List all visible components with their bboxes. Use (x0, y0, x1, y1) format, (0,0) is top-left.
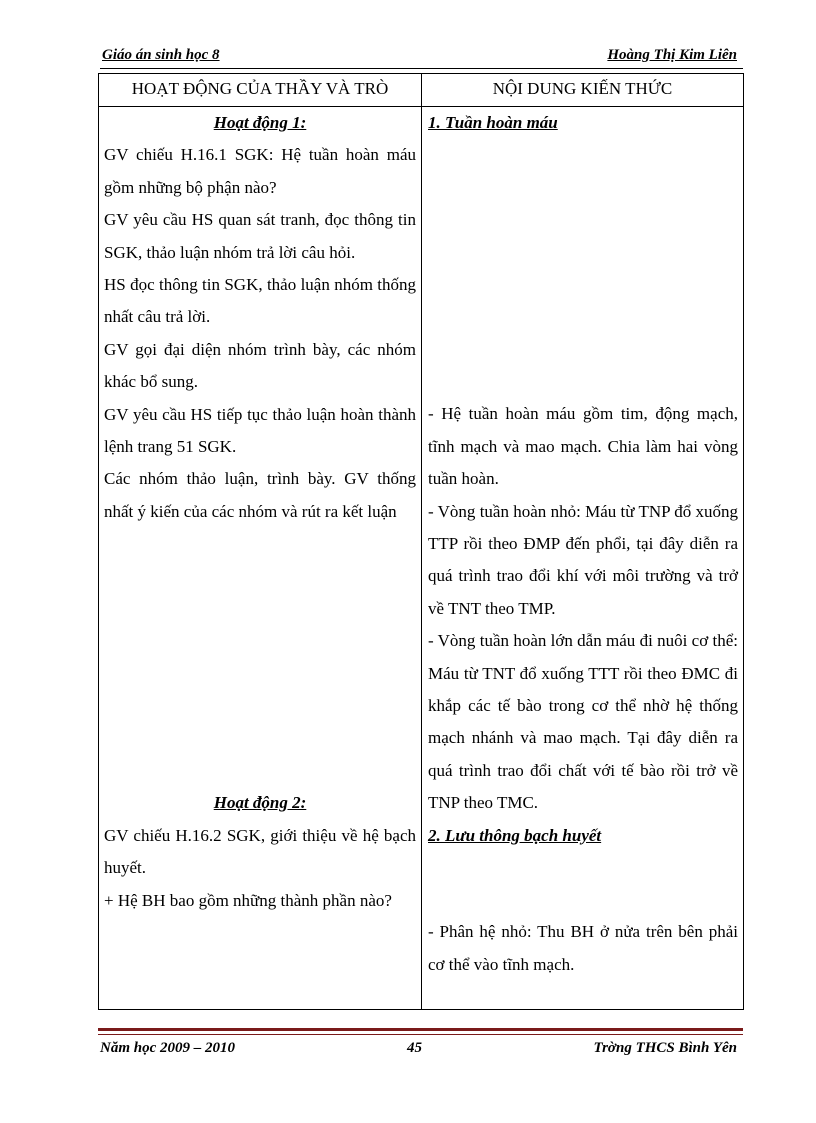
header-rule (100, 68, 743, 69)
header-subject: Giáo án sinh học 8 (102, 47, 220, 63)
col-header-activities: HOẠT ĐỘNG CỦA THẦY VÀ TRÒ (131, 79, 389, 98)
content-paragraph: - Vòng tuần hoàn nhỏ: Máu từ TNP đổ xuống TTP rồi theo ĐMP đến phổi, tại đây diễn ra quá trình trao đổi khí với môi trường và trở về TNT theo TMP. (428, 501, 738, 618)
activity-paragraph: GV chiếu H.16.1 SGK: Hệ tuần hoàn máu gồm những bộ phận nào? (104, 145, 416, 197)
activity-paragraph: GV yêu cầu HS quan sát tranh, đọc thông tin SGK, thảo luận nhóm trả lời câu hỏi. (104, 210, 416, 262)
section-2-title: 2. Lưu thông bạch huyết (428, 825, 602, 845)
activity-paragraph: Các nhóm thảo luận, trình bày. GV thống nhất ý kiến của các nhóm và rút ra kết luận (104, 469, 416, 521)
activity-paragraph: GV chiếu H.16.2 SGK, giới thiệu về hệ bạch huyết. (104, 825, 416, 878)
section-1-title: 1. Tuần hoàn máu (428, 113, 558, 132)
page-footer (98, 1040, 743, 1060)
activities-column (104, 107, 416, 917)
page-number: 45 (407, 1040, 422, 1056)
footer-school-name: Trờng THCS Bình Yên (593, 1040, 737, 1056)
footer-rule-thick (98, 1028, 743, 1031)
header-author: Hoàng Thị Kim Liên (607, 47, 737, 63)
activity-paragraph: GV gọi đại diện nhóm trình bày, các nhóm khác bổ sung. (104, 339, 416, 392)
activity-2-title: Hoạt động 2: (213, 793, 307, 813)
activity-paragraph: GV yêu cầu HS tiếp tục thảo luận hoàn thành lệnh trang 51 SGK. (104, 404, 416, 457)
content-column (428, 107, 738, 981)
column-divider (421, 74, 422, 1009)
activity-paragraph: + Hệ BH bao gồm những thành phần nào? (104, 890, 392, 910)
content-paragraph: - Phân hệ nhỏ: Thu BH ở nửa trên bên phải cơ thể vào tĩnh mạch. (428, 922, 738, 974)
activity-1-title: Hoạt động 1: (213, 113, 307, 132)
activity-paragraph: HS đọc thông tin SGK, thảo luận nhóm thống nhất câu trả lời. (104, 275, 416, 327)
lesson-table (98, 73, 744, 1010)
col-header-content: NỘI DUNG KIẾN THỨC (492, 79, 673, 98)
content-paragraph: - Vòng tuần hoàn lớn dẫn máu đi nuôi cơ thể: Máu từ TNT đổ xuống TTT rồi theo ĐMC đi khắp các tế bào trong cơ thể nhờ hệ thống mạch nhánh và mao mạch. Tại đây diễn ra quá trình trao đổi chất với tế bào rồi trở về TNP theo TMC. (428, 631, 738, 813)
content-paragraph: - Hệ tuần hoàn máu gồm tim, động mạch, tĩnh mạch và mao mạch. Chia làm hai vòng tuần hoàn. (428, 404, 738, 489)
footer-rule-thin (98, 1034, 743, 1035)
page-header (100, 46, 745, 66)
footer-school-year: Năm học 2009 – 2010 (100, 1040, 235, 1056)
